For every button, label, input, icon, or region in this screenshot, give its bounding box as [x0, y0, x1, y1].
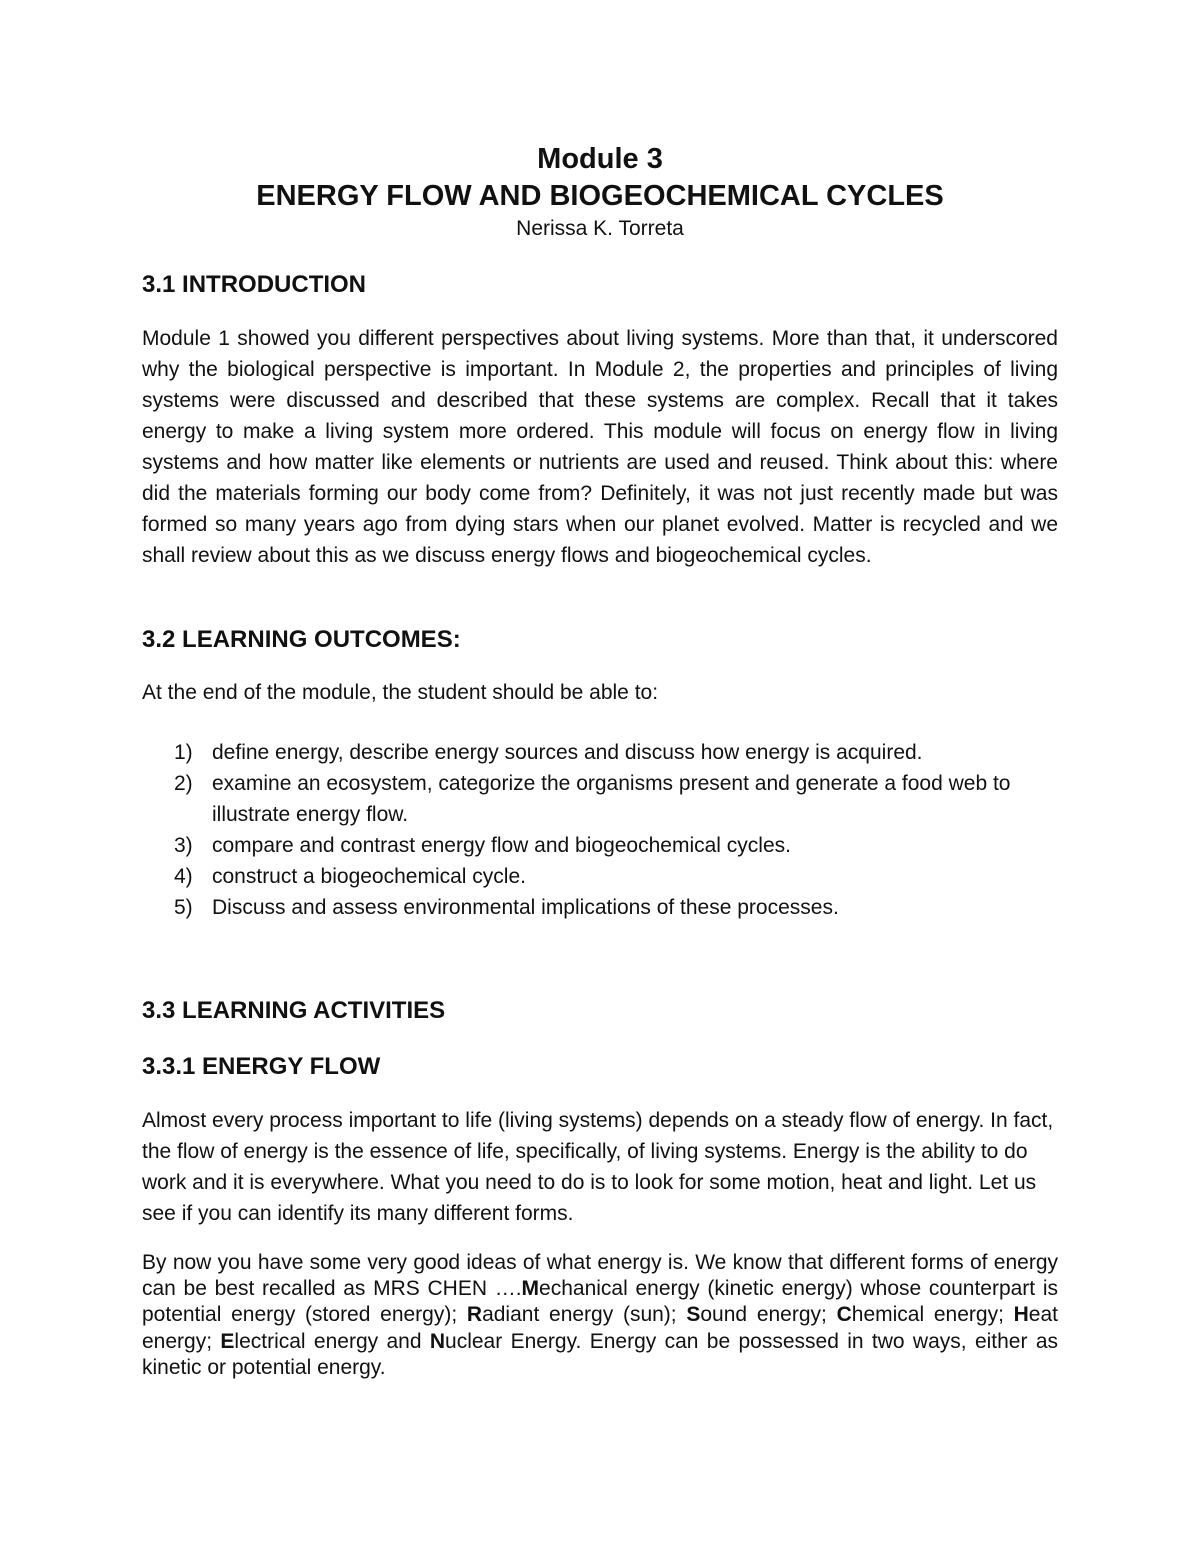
outcomes-lead: At the end of the module, the student should be able to:	[142, 681, 659, 704]
heading-learning-outcomes: 3.2 LEARNING OUTCOMES:	[142, 626, 461, 653]
list-item: 1) define energy, describe energy sources and discuss how energy is acquired.	[174, 741, 923, 764]
mrs-chen-paragraph: By now you have some very good ideas of what energy is. We know that different forms of energy can be best recalled as MRS CHEN ….Mechanical energy (kinetic energy) whose counterpart is potential energy (stored energy); Radiant energy (sun); Sound energy; Chemical energy; Heat energy; Electrical energy and Nuclear Energy. Energy can be possessed in two ways, either as kinetic or potential energy.	[142, 1251, 1059, 1379]
list-item: 4) construct a biogeochemical cycle.	[174, 865, 526, 888]
module-number: Module 3	[537, 143, 663, 175]
author-name: Nerissa K. Torreta	[516, 217, 684, 240]
heading-energy-flow: 3.3.1 ENERGY FLOW	[142, 1053, 381, 1080]
list-item: 2) examine an ecosystem, categorize the organisms present and generate a food web to illustrate energy flow.	[174, 772, 1011, 826]
energy-flow-paragraph: Almost every process important to life (living systems) depends on a steady flow of energy. In fact, the flow of energy is the essence of life, specifically, of living systems. Energy is the ability to do work and it is everywhere. What you need to do is to look for some motion, heat and light. Let us see if you can identify its many different forms.	[142, 1109, 1054, 1225]
heading-learning-activities: 3.3 LEARNING ACTIVITIES	[142, 997, 446, 1024]
list-item: 5) Discuss and assess environmental implications of these processes.	[174, 896, 839, 919]
heading-introduction: 3.1 INTRODUCTION	[142, 271, 367, 298]
list-item: 3) compare and contrast energy flow and biogeochemical cycles.	[174, 834, 791, 857]
outcomes-list	[142, 737, 1058, 923]
document-title: ENERGY FLOW AND BIOGEOCHEMICAL CYCLES	[256, 180, 944, 212]
introduction-paragraph: Module 1 showed you different perspectives about living systems. More than that, it underscored why the biological perspective is important. In Module 2, the properties and principles of living systems were discussed and described that these systems are complex. Recall that it takes energy to make a living system more ordered. This module will focus on energy flow in living systems and how matter like elements or nutrients are used and reused. Think about this: where did the materials forming our body come from? Definitely, it was not just recently made but was formed so many years ago from dying stars when our planet evolved. Matter is recycled and we shall review about this as we discuss energy flows and biogeochemical cycles.	[142, 327, 1058, 567]
